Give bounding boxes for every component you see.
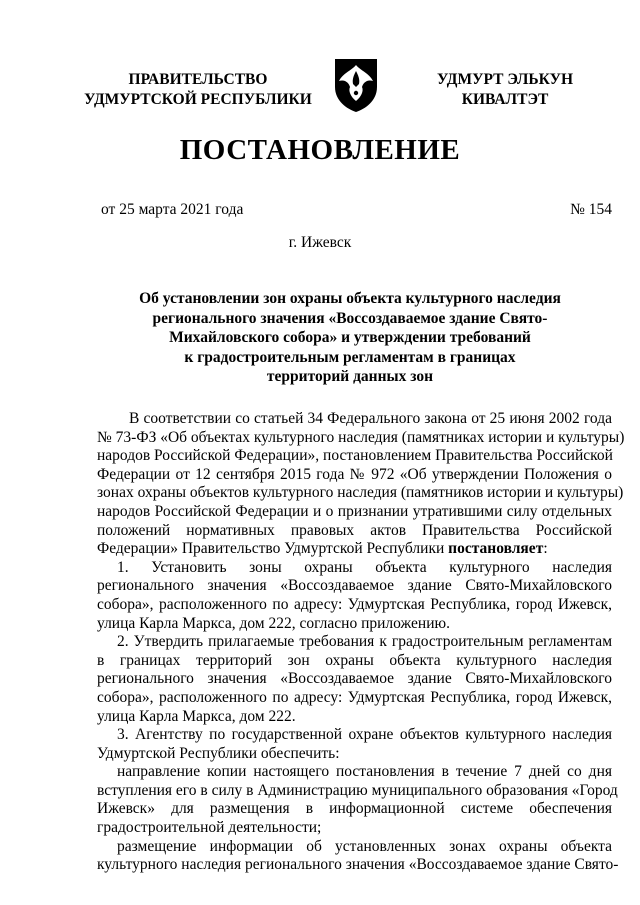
body-line: 1. Установить зоны охраны объекта культурного наследия [117, 558, 612, 576]
body-line: собора», расположенного по адресу: Удмуртская Республика, город Ижевск, [97, 688, 612, 706]
header-right-line1: УДМУРТ ЭЛЬКУН [436, 71, 574, 88]
document-body [97, 410, 625, 875]
subject-line: Михайловского собора» и утверждении требований [169, 329, 531, 346]
body-line: 2. Утвердить прилагаемые требования к градостроительным регламентам [117, 633, 612, 651]
body-line: 3. Агентству по государственной охране объектов культурного наследия [117, 726, 612, 744]
document-number: № 154 [570, 201, 612, 218]
body-line: улица Карла Маркса, дом 222. [97, 707, 296, 725]
body-text: Федерации» Правительство Удмуртской Республики [97, 540, 449, 558]
body-line: в границах территорий зон охраны объекта культурного наследия [97, 651, 612, 669]
header-right [405, 70, 605, 110]
subject-line: Об установлении зон охраны объекта культурного наследия [139, 290, 561, 307]
body-line: Федерации от 12 сентября 2015 года № 972 «Об утверждении Положения о [97, 465, 612, 483]
header-left-line2: УДМУРТСКОЙ РЕСПУБЛИКИ [84, 91, 312, 108]
document-title: ПОСТАНОВЛЕНИЕ [179, 134, 461, 166]
body-line: регионального значения «Воссоздаваемое здание Свято-Михайловского [97, 577, 612, 595]
document-city: г. Ижевск [288, 234, 352, 251]
document-subject [100, 289, 600, 387]
subject-line: регионального значения «Воссоздаваемое здание Свято- [152, 309, 548, 327]
body-line: собора», расположенного по адресу: Удмуртская Республика, город Ижевск, [97, 595, 612, 613]
header-left [78, 70, 318, 110]
body-line: народов Российской Федерации», постановлением Правительства Российской [97, 447, 613, 465]
document-date: от 25 марта 2021 года [101, 201, 244, 218]
body-line: направление копии настоящего постановления в течение 7 дней со дня [117, 763, 612, 781]
body-line: зонах охраны объектов культурного наследия (памятников истории и культуры) [97, 484, 624, 502]
subject-line: к градостроительным регламентам в границах [184, 348, 516, 366]
udmurt-emblem-icon [331, 57, 381, 113]
subject-line: территорий данных зон [266, 368, 434, 385]
body-line: размещение информации об установленных зонах охраны объекта [117, 837, 612, 855]
body-line: положений нормативных правовых актов Правительства Российской [97, 521, 612, 539]
body-line: улица Карла Маркса, дом 222, согласно приложению. [97, 614, 450, 632]
body-line: культурного наследия регионального значения «Воссоздаваемое здание Свято- [97, 856, 619, 874]
body-line [97, 540, 612, 559]
body-line: № 73-ФЗ «Об объектах культурного наследия (памятниках истории и культуры) [97, 428, 625, 446]
body-line: Ижевск» для размещения в информационной системе обеспечения [97, 800, 612, 818]
operative-word: постановляет [448, 540, 544, 558]
body-line: градостроительной деятельности; [97, 819, 322, 837]
header-left-line1: ПРАВИТЕЛЬСТВО [128, 71, 268, 88]
body-line: В соответствии со статьей 34 Федерального закона от 25 июня 2002 года [129, 410, 612, 427]
header-right-line2: КИВАЛТЭТ [461, 91, 549, 108]
body-line: Удмуртской Республики обеспечить: [97, 744, 340, 762]
body-line: регионального значения «Воссоздаваемое здание Свято-Михайловского [97, 670, 612, 688]
body-text: : [543, 540, 548, 558]
body-line: вступления его в силу в Администрацию муниципального образования «Город [97, 781, 618, 799]
body-line: народов Российской Федерации и о признании утратившими силу отдельных [97, 502, 612, 520]
